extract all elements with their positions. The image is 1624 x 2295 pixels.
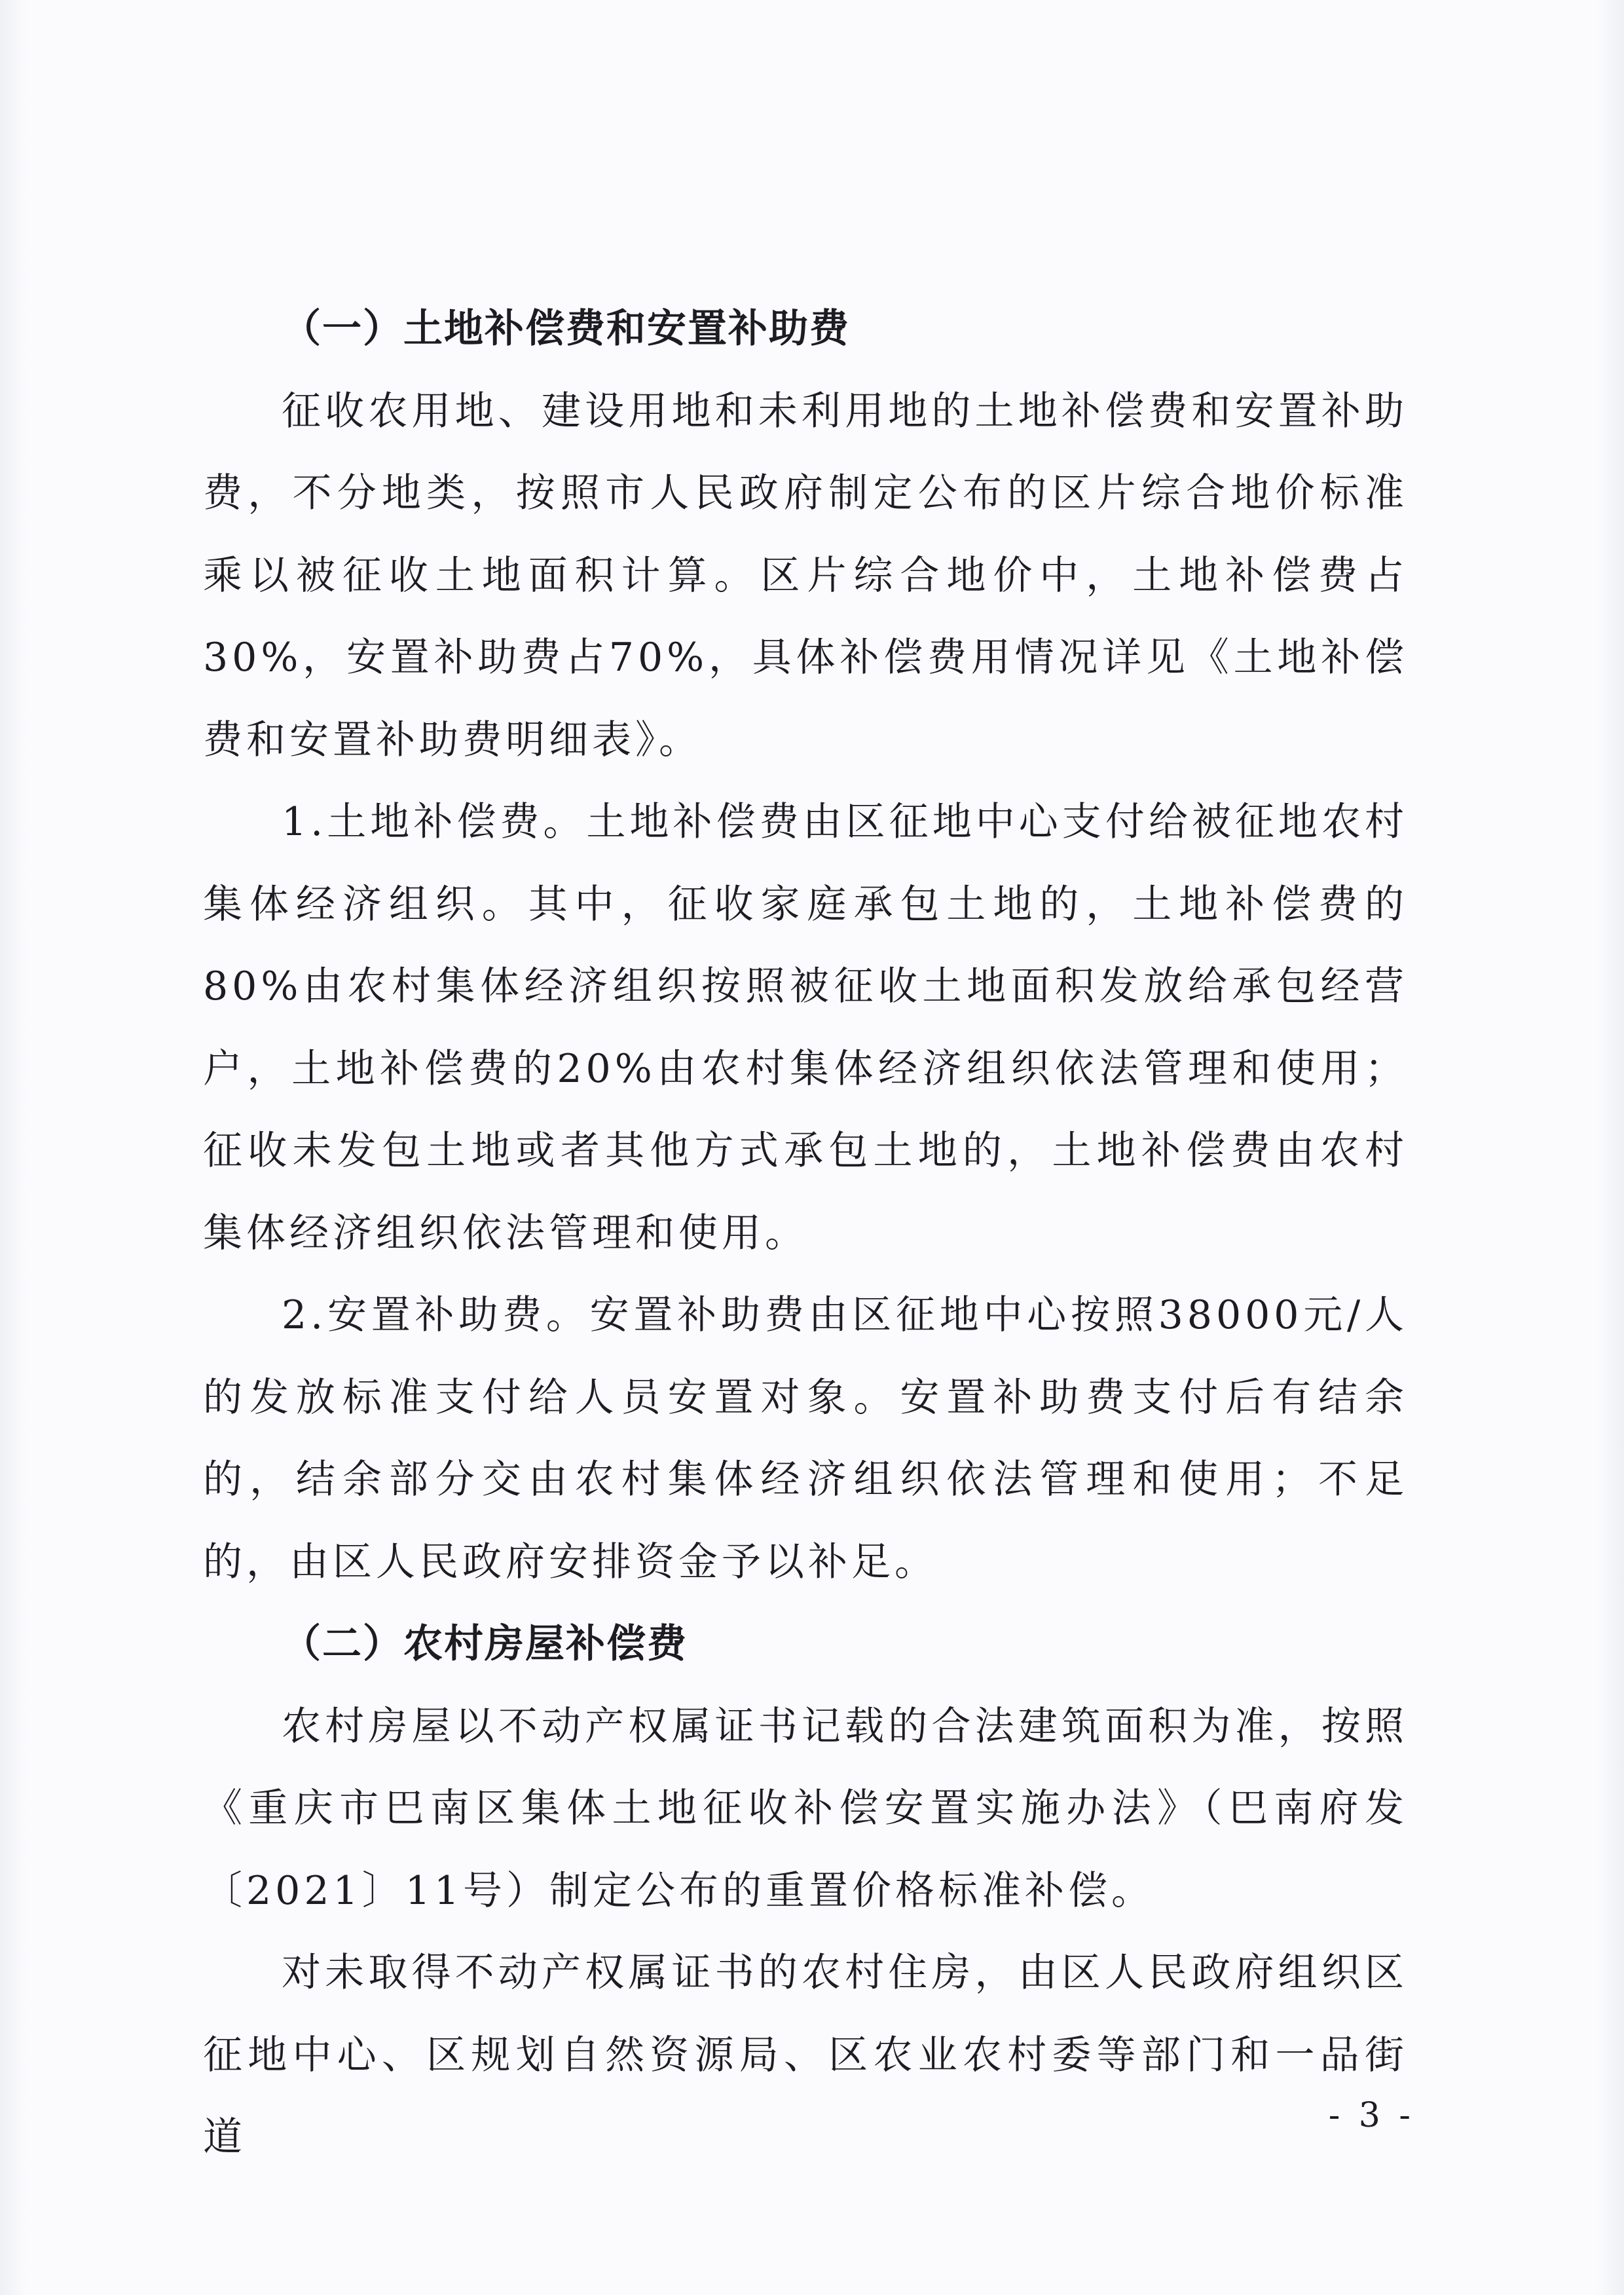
paragraph-land-compensation-intro: 征收农用地、建设用地和未利用地的土地补偿费和安置补助费，不分地类，按照市人民政府制定公布的区片综合地价标准乘以被征收土地面积计算。区片综合地价中，土地补偿费占30%，安置补助费占70%，具体补偿费用情况详见《土地补偿费和安置补助费明细表》。	[203, 388, 1408, 763]
document-body	[203, 288, 1408, 2179]
page-number: - 3 -	[1328, 2096, 1414, 2135]
paragraph-resettlement-subsidy: 2.安置补助费。安置补助费由区征地中心按照38000元/人的发放标准支付给人员安置对象。安置补助费支付后有结余的，结余部分交由农村集体经济组织依法管理和使用；不足的，由区人民政府安排资金予以补足。	[203, 1292, 1408, 1585]
paragraph-land-compensation: 1.土地补偿费。土地补偿费由区征地中心支付给被征地农村集体经济组织。其中，征收家庭承包土地的，土地补偿费的80%由农村集体经济组织按照被征收土地面积发放给承包经营户，土地补偿费的20%由农村集体经济组织依法管理和使用；征收未发包土地或者其他方式承包土地的，土地补偿费由农村集体经济组织依法管理和使用。	[203, 799, 1408, 1256]
paragraph-housing-compensation: 农村房屋以不动产权属证书记载的合法建筑面积为准，按照《重庆市巴南区集体土地征收补偿安置实施办法》（巴南府发〔2021〕11号）制定公布的重置价格标准补偿。	[203, 1703, 1408, 1914]
section-heading-2: （二）农村房屋补偿费	[282, 1621, 688, 1667]
section-heading-1: （一）土地补偿费和安置补助费	[282, 306, 850, 352]
paragraph-uncertified-housing: 对未取得不动产权属证书的农村住房，由区人民政府组织区征地中心、区规划自然资源局、区农业农村委等部门和一品街道	[203, 1950, 1408, 2160]
